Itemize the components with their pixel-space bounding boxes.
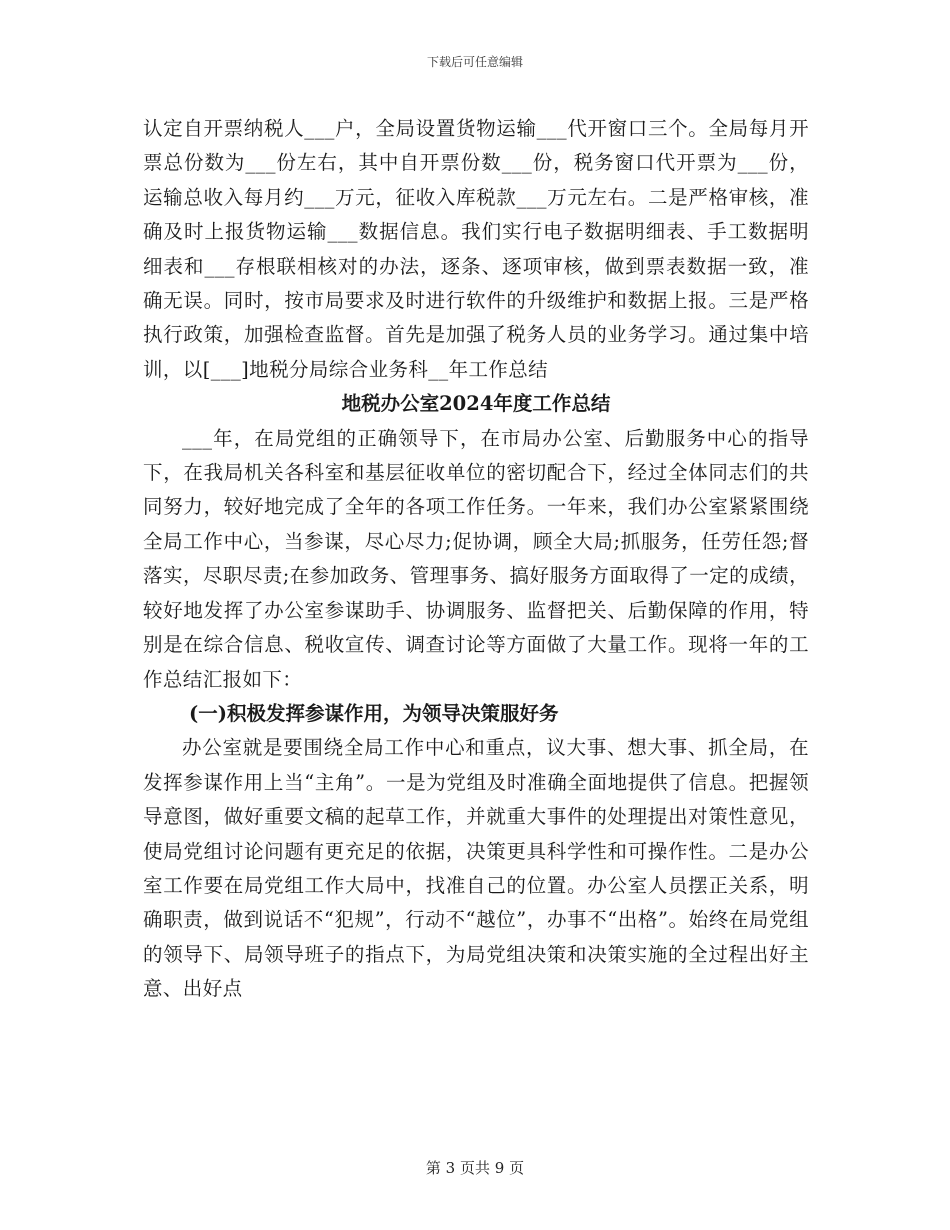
intro-paragraph: ___年，在局党组的正确领导下，在市局办公室、后勤服务中心的指导下，在我局机关各科室和基层征收单位的密切配合下，经过全体同志们的共同努力，较好地完成了全年的各项工作任务。一年来，我们办公室紧紧围绕全局工作中心，当参谋，尽心尽力;促协调，顾全大局;抓服务，任劳任怨;督落实，尽职尽责;在参加政务、管理事务、搞好服务方面取得了一定的成绩，较好地发挥了办公室参谋助手、协调服务、监督把关、后勤保障的作用，特别是在综合信息、税收宣传、调查讨论等方面做了大量工作。现将一年的工作总结汇报如下：	[143, 426, 809, 691]
section-1-paragraph: 办公室就是要围绕全局工作中心和重点，议大事、想大事、抓全局，在发挥参谋作用上当“主角”。一是为党组及时准确全面地提供了信息。把握领导意图，做好重要文稿的起草工作，并就重大事件的处理提出对策性意见，使局党组讨论问题有更充足的依据，决策更具科学性和可操作性。二是办公室工作要在局党组工作大局中，找准自己的位置。办公室人员摆正关系，明确职责，做到说话不“犯规”，行动不“越位”，办事不“出格”。始终在局党组的领导下、局领导班子的指点下，为局党组决策和决策实施的全过程出好主意、出好点	[143, 736, 809, 1001]
document-title: 地税办公室2024年度工作总结	[341, 392, 611, 416]
section-heading-1: (一)积极发挥参谋作用，为领导决策服好务	[189, 701, 559, 725]
document-body	[143, 112, 809, 1007]
page-number-footer: 第 3 页共 9 页	[425, 1159, 525, 1177]
page-header-note: 下载后可任意编辑	[426, 55, 523, 69]
opening-paragraph: 认定自开票纳税人___户，全局设置货物运输___代开窗口三个。全局每月开票总份数为___份左右，其中自开票份数___份，税务窗口代开票为___份，运输总收入每月约___万元，征收入库税款___万元左右。二是严格审核，准确及时上报货物运输___数据信息。我们实行电子数据明细表、手工数据明细表和___存根联相核对的办法，逐条、逐项审核，做到票表数据一致，准确无误。同时，按市局要求及时进行软件的升级维护和数据上报。三是严格执行政策，加强检查监督。首先是加强了税务人员的业务学习。通过集中培训，以[___]地税分局综合业务科__年工作总结	[143, 117, 809, 381]
